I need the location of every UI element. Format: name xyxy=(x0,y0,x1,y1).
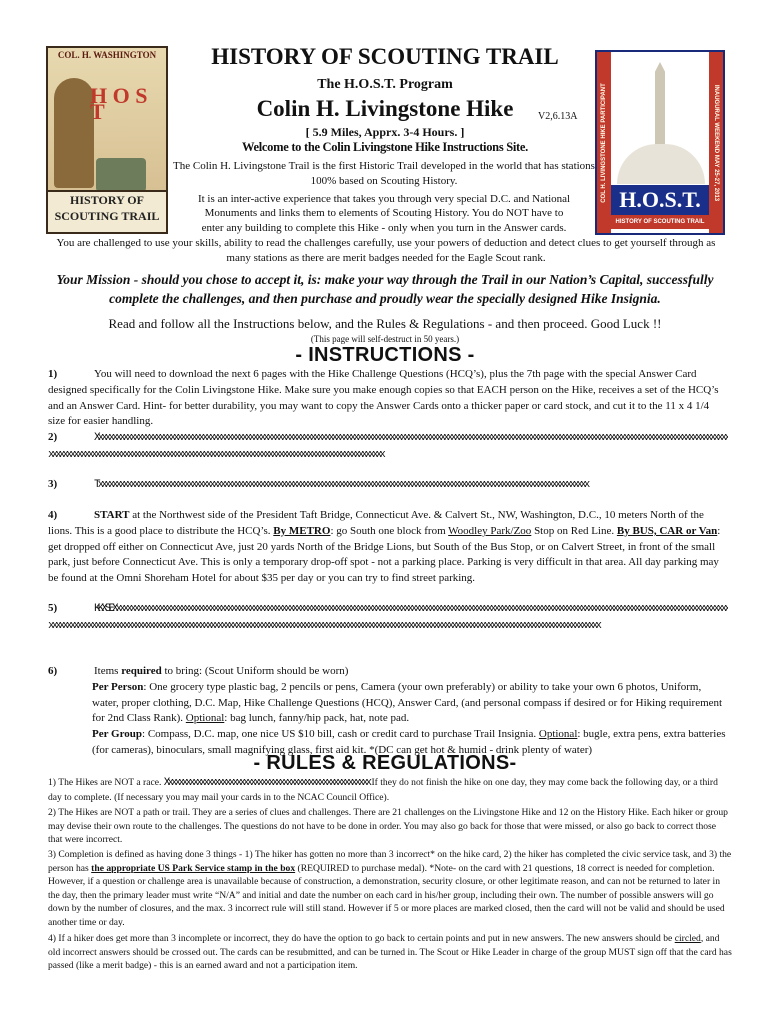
scout-figure-icon xyxy=(54,78,94,188)
rule-text: 4) If a hiker does get more than 3 incomplete or incorrect, they do have the option to go back to certain points and put in new answers. The new answers should be xyxy=(48,933,675,944)
instruction-number: 3) xyxy=(48,478,58,490)
instruction-number: 1) xyxy=(48,368,58,380)
instructions-heading: - INSTRUCTIONS - xyxy=(295,344,475,366)
instruction-text-redacted: Txxxxxxxxxxxxxxxxxxxxxxxxxxxxxxxxxxxxxxxxxxxxxxxxxxxxxxxxxxxxxxxxxxxxxxxxxxxxxxxxxxxxxxxxxxxxxxxxxxxxxxxxxxxxxxxxxxxxxxxxxxxxxxxxxxxxxxxx xyxy=(94,479,588,491)
stamp-requirement: the appropriate US Park Service stamp in the box xyxy=(91,862,296,874)
rule-3 xyxy=(48,848,732,930)
capitol-icon xyxy=(96,158,146,192)
instruction-text: to bring: (Scout Uniform should be worn) xyxy=(161,665,349,677)
poster-right-side-right xyxy=(709,52,723,233)
poster-right-side-right-text: INAUGURAL WEEKEND MAY 25-27, 2013 xyxy=(713,84,719,201)
welcome-heading: Welcome to the Colin Livingstone Hike Instructions Site. xyxy=(242,140,528,154)
per-group-tail: : bugle, extra pens, extra batteries (for cameras), binoculars, small magnifying glass, first aid kit. *(DC can get hot & humid - drink plenty of water) xyxy=(92,728,726,756)
rule-text-redacted: Xxxxxxxxxxxxxxxxxxxxxxxxxxxxxxxxxxxxxxxxxxxxxxxxxxxxxxxxx xyxy=(163,777,370,789)
rule-1 xyxy=(48,776,732,804)
poster-left-image xyxy=(46,46,168,234)
rule-text: If they do not finish the hike on one day, they may come back the following day, or a third day to complete. (If necessary you may mail your cards in to the NCAC Council Office). xyxy=(48,777,718,803)
rule-text: (REQUIRED to purchase medal). *Note- on the card with 21 questions, 18 correct is needed for completion. However, if a question or challenge area is unavailable because of construction, a demonstration, security closure, or other legitimate reason, and can not be returned to later in the day, then the primary leader must write “N/A” and initial and date the number on each card in his/her group, including their own. The number of possible answers will go down by the number of closures, and the max. 3 incorrect rule will still stand. However if 5 or more places are marked closed, then the card will not be valid and should be used another time or day. xyxy=(48,862,725,928)
poster-left-banner-line2: SCOUTING TRAIL xyxy=(54,209,160,223)
instruction-item-4 xyxy=(48,508,728,587)
instruction-number: 6) xyxy=(48,665,58,677)
per-person-label: Per Person xyxy=(92,680,144,693)
intro-paragraph-3: Monuments and links them to elements of Scouting History. You do NOT have to xyxy=(204,207,564,219)
instruction-text-redacted: Xxxxxxxxxxxxxxxxxxxxxxxxxxxxxxxxxxxxxxxxxxxxxxxxxxxxxxxxxxxxxxxxxxxxxxxxxxxxxxxxxxxxxxxxxxxxxxxxxxxxxxxxxxxxxxxxxxxxxxxxxxxxxxxxxxxxxxxxxxxxxxxxxxxxxxxxxxxxxxxxxxxxxxxxxxxxxxxxxxxxxxxxxxxxxxxxxxxxxxxxxxxxxxxxxxxxxxxxxxxxxxxxxxxxxxxxxxxxxxxxxxxxxxxxxxxxxxxxxxxxxxxxxxxxx xyxy=(48,432,728,461)
per-group-text: : Compass, D.C. map, one nice US $10 bill, cash or credit card to purchase Trail Insignia. xyxy=(142,728,539,741)
poster-left-banner-line1: HISTORY OF xyxy=(70,193,144,207)
hike-title: Colin H. Livingstone Hike xyxy=(256,96,514,121)
rule-4 xyxy=(48,932,732,973)
instruction-item-3 xyxy=(48,477,728,508)
per-group-label: Per Group xyxy=(92,728,143,741)
instruction-number: 4) xyxy=(48,509,58,521)
poster-left-banner xyxy=(48,190,166,232)
instruction-number: 5) xyxy=(48,602,58,614)
poster-left-caption: COL. H. WASHINGTON xyxy=(57,50,157,60)
woodley-park-label: Woodley Park/Zoo xyxy=(448,524,532,537)
rules-heading: - RULES & REGULATIONS- xyxy=(253,752,517,774)
instruction-text: : get dropped off either on Connecticut Ave, just 20 yards North of the Bridge Lions, but South of the Bus Stop, or on Calvert Street, in front of the small park, just before Connecticut Ave. This is only a temporary drop-off spot - not a parking place. Parking is very difficult in that area. All day parking may be found at the Omni Shoreham Hotel for about $35 per day or you can try to find street parking. xyxy=(48,524,721,585)
instruction-item-1 xyxy=(48,367,728,430)
intro-paragraph-4: enter any building to complete this Hike - only when you turn in the Answer cards. xyxy=(201,222,567,234)
instruction-text: : go South one block from xyxy=(330,524,449,537)
optional-label: Optional xyxy=(185,712,225,725)
rule-2: 2) The Hikes are NOT a path or trail. They are a series of clues and challenges. There are 21 challenges on the Livingstone Hike and 12 on the History Hike. Each hiker or group may devise their own route to the challenges. The questions do not have to be done in order. You may also go back for those that were missed, or also go back to correct those that were incorrect. xyxy=(48,807,728,846)
instruction-text-redacted: KKXSEXxxxxxxxxxxxxxxxxxxxxxxxxxxxxxxxxxxxxxxxxxxxxxxxxxxxxxxxxxxxxxxxxxxxxxxxxxxxxxxxxxxxxxxxxxxxxxxxxxxxxxxxxxxxxxxxxxxxxxxxxxxxxxxxxxxxxxxxxxxxxxxxxxxxxxxxxxxxxxxxxxxxxxxxxxxxxxxxxxxxxxxxxxxxxxxxxxxxxxxxxxxxxxxxxxxxxxxxxxxxxxxxxxxxxxxxxxxxxxxxxxxxxxxxxxxxxxxxxxxxxxxxxxxxxxxxxxxxxxxxxxxxxxxxxxxxxxxxxxxxxxxxxxxxxxxxxxxxxxxxxxxx xyxy=(48,603,728,632)
instruction-text: at the Northwest side of the President Taft Bridge, Connecticut Ave. & Calvert St., NW, Washington, D.C., 10 meters North of the lions. This is a good place to distribute the HCQ’s. xyxy=(48,509,704,537)
intro-paragraph-2: It is an inter-active experience that takes you through very special D.C. and National xyxy=(197,193,571,205)
instruction-item-6 xyxy=(48,664,728,759)
intro-paragraph-wide: You are challenged to use your skills, ability to read the challenges carefully, use your powers of deduction and detect clues to get yourself through as many stations as there are merit badges needed for the Eagle Scout rank. xyxy=(56,237,716,264)
program-subtitle: The H.O.S.T. Program xyxy=(317,77,453,92)
per-person-text: : One grocery type plastic bag, 2 pencils or pens, Camera (your own preferably) or ability to take your own 6 photos, Uniform, water, proper clothing, D.C. Map, Hike Challenge Questions (HCQ), Answer Card, (and personal compass if desired or for Hiking requirement for 2nd Class Rank). xyxy=(92,680,723,725)
by-metro-label: By METRO xyxy=(273,524,331,537)
circled-label: circled xyxy=(674,933,701,944)
optional-label: Optional xyxy=(538,728,578,741)
mission-statement: Your Mission - should you chose to accept it, is: make your way through the Trail in our Nation’s Capital, successfully complete the challenges, and then purchase and proudly wear the specially designed Hike Insignia. xyxy=(56,272,714,306)
instruction-item-5 xyxy=(48,601,728,664)
start-label: START xyxy=(94,509,130,521)
poster-right-side-left-text: COL H. LIVINGSTONE HIKE PARTICIPANT xyxy=(601,82,607,203)
rule-text: , and old incorrect answers should be crossed out. The cards can be resubmitted, and can be turned in. The Scout or Hike Leader in charge of the group MUST sign off that the card has passed (like a merit badge) - this is an earned award and not a participation item. xyxy=(48,933,732,972)
instruction-item-2 xyxy=(48,430,728,476)
version-label: V2,6.13A xyxy=(538,111,578,122)
per-person-tail: : bag lunch, fanny/hip pack, hat, note pad. xyxy=(224,712,410,725)
rule-text: 1) The Hikes are NOT a race. xyxy=(48,777,164,788)
distance-label: [ 5.9 Miles, Apprx. 3-4 Hours. ] xyxy=(305,125,465,139)
capitol-dome-icon xyxy=(617,144,705,184)
rule-text: 3) Completion is defined as having done 3 things - 1) The hiker has gotten no more than 3 incorrect* on the hike card, 2) the hiker has completed the civic service task, and 3) the person has xyxy=(48,849,732,874)
poster-right-image xyxy=(595,50,725,235)
required-label: required xyxy=(121,665,162,677)
poster-left-host: H O S T xyxy=(90,83,148,124)
by-bus-label: By BUS, CAR or Van xyxy=(616,524,718,537)
poster-right-footer: HISTORY OF SCOUTING TRAIL xyxy=(611,215,709,229)
instruction-number: 2) xyxy=(48,431,58,443)
self-destruct-note: (This page will self-destruct in 50 years.) xyxy=(310,334,460,344)
instruction-text: You will need to download the next 6 pages with the Hike Challenge Questions (HCQ’s), plus the 7th page with the special Answer Card designed specifically for the Colin Livingstone Hike. Make sure you make enough copies so that EACH person on the Hike, receives a set of the HCQ’s and an Answer Card. Hint- for better durability, you may want to copy the Answer Cards onto a thicker paper or card stock, and cut it to the 11 x 4 1/4 size for easier handling. xyxy=(48,368,719,428)
page-title: HISTORY OF SCOUTING TRAIL xyxy=(211,44,559,69)
instruction-text: Items xyxy=(94,665,122,677)
read-follow-text: Read and follow all the Instructions below, and the Rules & Regulations - and then proceed. Good Luck !! xyxy=(108,316,662,331)
poster-right-host: H.O.S.T. xyxy=(611,185,709,215)
instruction-text: Stop on Red Line. xyxy=(531,524,617,537)
per-person-line xyxy=(48,680,728,727)
intro-paragraph-1: The Colin H. Livingstone Trail is the first Historic Trail developed in the world that has stations 100% based on Scouting History. xyxy=(173,160,595,187)
